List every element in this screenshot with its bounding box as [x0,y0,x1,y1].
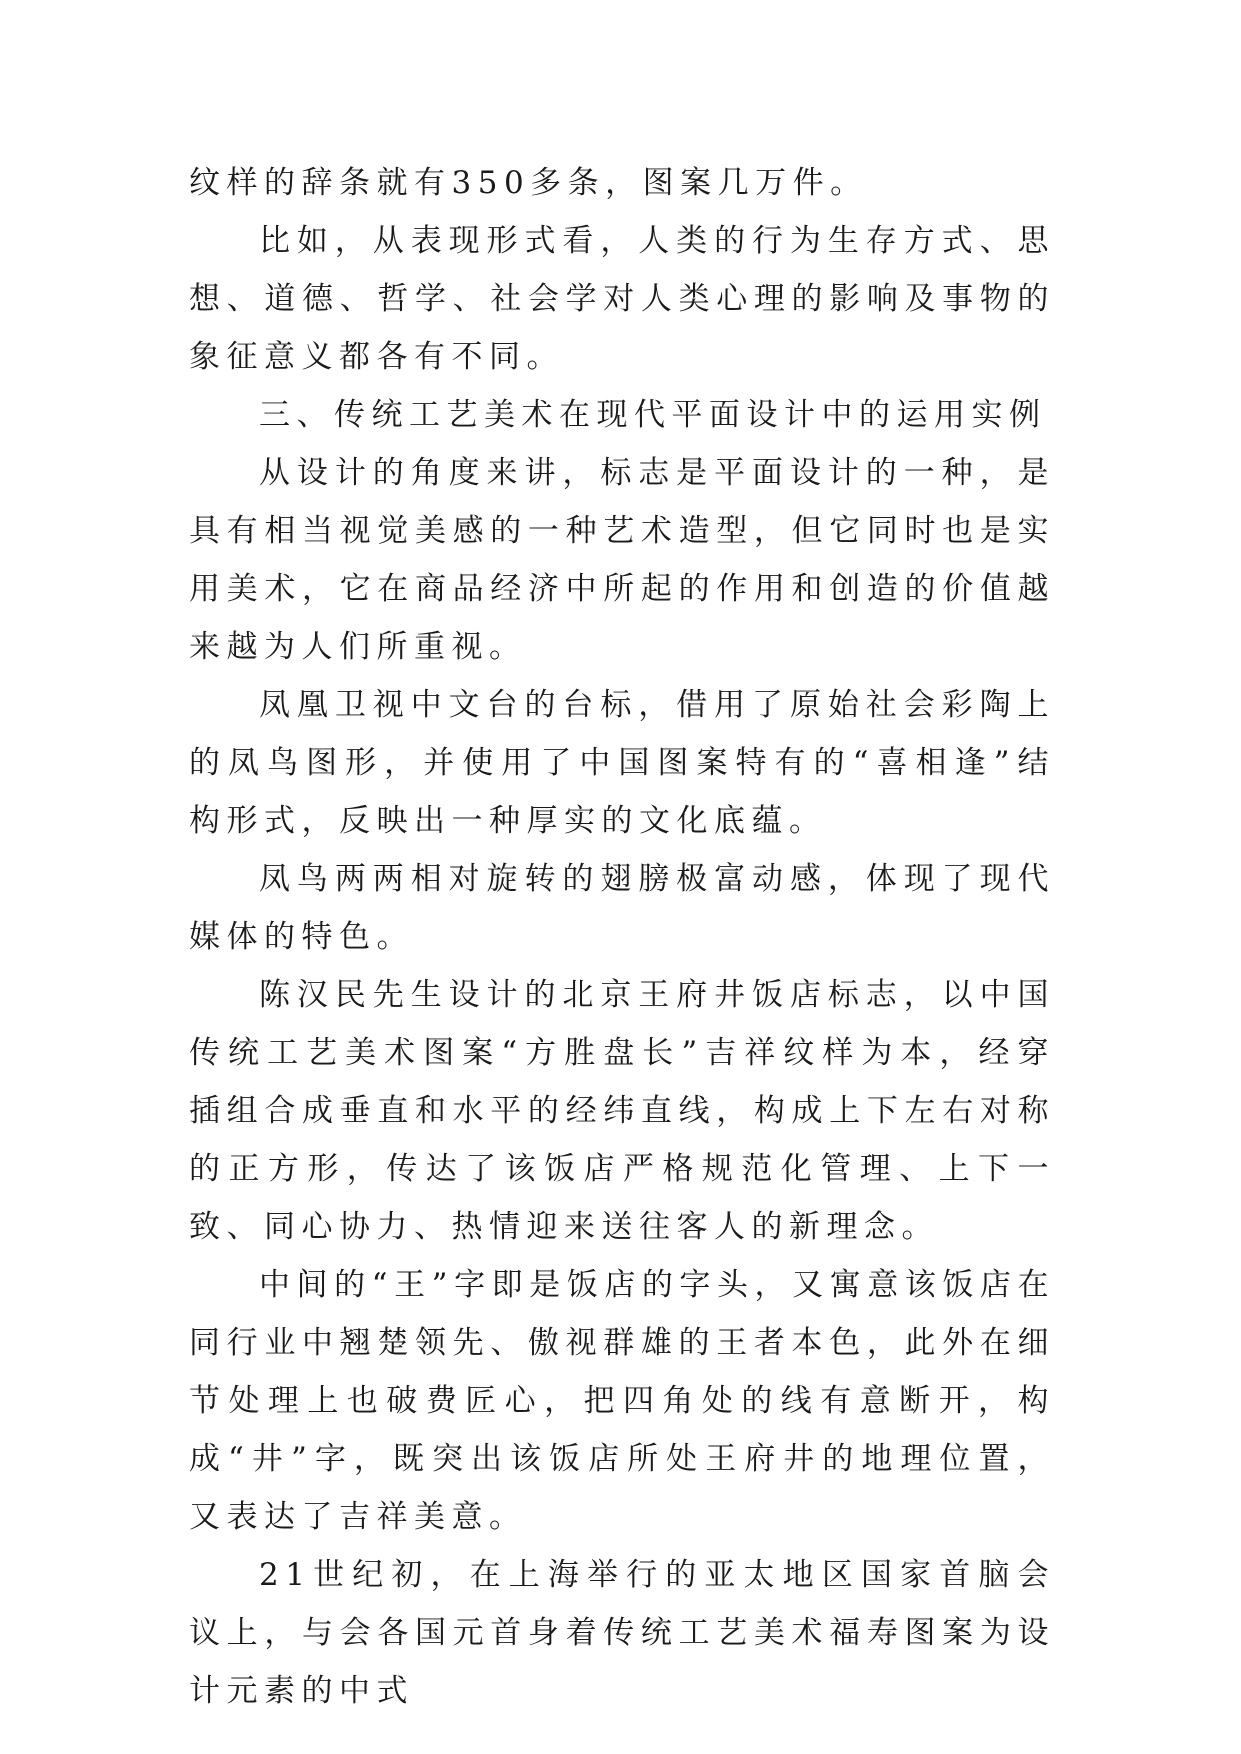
paragraph-2: 比如，从表现形式看，人类的行为生存方式、思想、道德、哲学、社会学对人类心理的影响及事物的象征意义都各有不同。 [189,223,1055,375]
paragraph-8: 21世纪初，在上海举行的亚太地区国家首脑会议上，与会各国元首身着传统工艺美术福寿图案为设计元素的中式 [189,1557,1055,1709]
paragraph-4: 凤凰卫视中文台的台标，借用了原始社会彩陶上的凤鸟图形，并使用了中国图案特有的“喜相逢”结构形式，反映出一种厚实的文化底蕴。 [189,687,1055,839]
paragraph-5: 凤鸟两两相对旋转的翅膀极富动感，体现了现代媒体的特色。 [189,861,1055,955]
paragraph-3: 从设计的角度来讲，标志是平面设计的一种，是具有相当视觉美感的一种艺术造型，但它同时也是实用美术，它在商品经济中所起的作用和创造的价值越来越为人们所重视。 [189,455,1055,665]
section-heading: 三、传统工艺美术在现代平面设计中的运用实例 [259,397,1047,433]
paragraph-6: 陈汉民先生设计的北京王府井饭店标志，以中国传统工艺美术图案“方胜盘长”吉祥纹样为本，经穿插组合成垂直和水平的经纬直线，构成上下左右对称的正方形，传达了该饭店严格规范化管理、上下一致、同心协力、热情迎来送往客人的新理念。 [189,977,1055,1245]
paragraph-7: 中间的“王”字即是饭店的字头，又寓意该饭店在同行业中翘楚领先、傲视群雄的王者本色，此外在细节处理上也破费匠心，把四角处的线有意断开，构成“井”字，既突出该饭店所处王府井的地理位置，又表达了吉祥美意。 [189,1267,1055,1535]
document-body [189,154,1055,1720]
paragraph-1: 纹样的辞条就有350多条，图案几万件。 [189,165,868,201]
